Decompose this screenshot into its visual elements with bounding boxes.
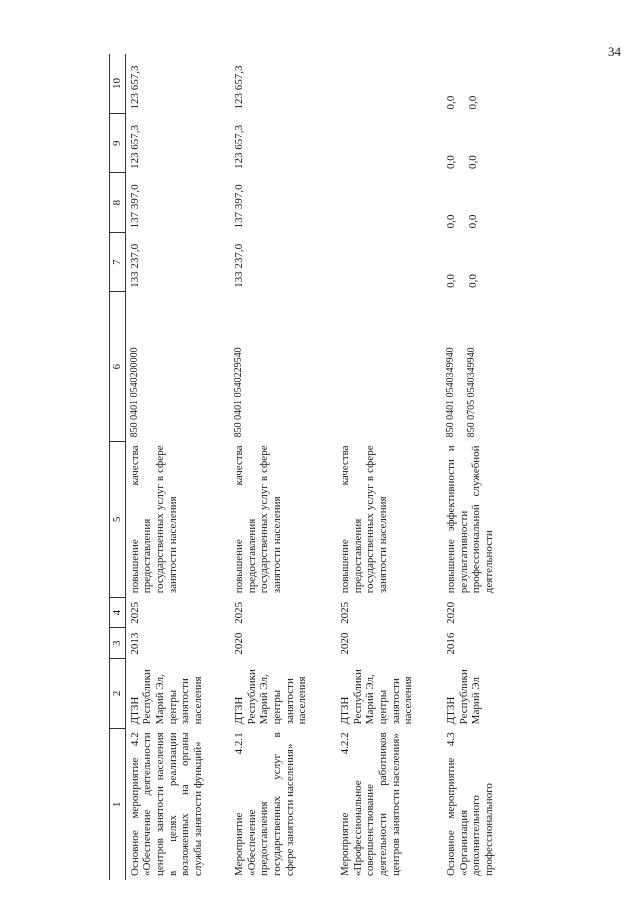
expected-result: повышение качества предоставления государственных услуг в сфере занятости населения	[128, 445, 179, 594]
col-header-7: 7	[110, 232, 126, 291]
budget-code: 850 0401 0540229540	[233, 347, 245, 438]
measures-table	[109, 54, 549, 880]
col-header-8: 8	[110, 173, 126, 232]
measure-name: Мероприятие 4.2.1 «Обеспечение предоставления государственных услуг в сфере занятости населения»	[233, 732, 296, 876]
col-header-9: 9	[110, 114, 126, 173]
col-header-10: 10	[110, 54, 126, 114]
page-number: 34	[608, 44, 621, 59]
value-col-10: 123 657,3	[128, 65, 141, 110]
expected-result: повышение качества предоставления государственных услуг в сфере занятости населения	[339, 445, 390, 594]
budget-code: 850 0401 0540200000	[128, 347, 140, 438]
budget-code	[337, 292, 443, 442]
value-col-8-b: 0,0	[466, 214, 479, 229]
value-col-8: 137 397,0	[233, 184, 246, 229]
measure-name: Основное мероприятие 4.3 «Организация дополнительного профессионального	[445, 732, 496, 876]
executor: ДТЗН Республики Марий Эл	[445, 669, 483, 725]
col-header-2: 2	[110, 659, 126, 729]
value-col-8-cell	[443, 173, 549, 232]
end-year: 2020	[445, 601, 458, 624]
end-year: 2025	[339, 601, 352, 624]
rotated-table-sheet	[109, 54, 541, 880]
value-col-9-b: 0,0	[466, 155, 479, 169]
budget-code-2: 850 0705 0540349940	[465, 347, 477, 438]
value-col-7: 133 237,0	[233, 243, 246, 288]
value-col-10	[337, 54, 443, 114]
value-col-7: 133 237,0	[128, 243, 141, 288]
value-col-9-cell	[443, 114, 549, 173]
value-col-9: 123 657,3	[233, 124, 246, 169]
table-row	[125, 54, 231, 880]
table-row	[337, 54, 443, 880]
end-year: 2025	[233, 601, 246, 624]
measure-name: Мероприятие 4.2.2 «Профессиональное совершенствование деятельности работников центров занятости населения»	[339, 732, 402, 876]
col-header-4: 4	[110, 597, 126, 628]
executor: ДТЗН Республики Марий Эл, центры занятости населения	[128, 669, 204, 725]
executor: ДТЗН Республики Марий Эл, центры занятости населения	[233, 669, 309, 725]
value-col-7-b: 0,0	[466, 274, 479, 288]
col-header-5: 5	[110, 441, 126, 597]
table-row	[231, 54, 337, 880]
value-col-9: 123 657,3	[128, 124, 141, 169]
budget-code-cell	[443, 292, 549, 442]
value-col-8: 137 397,0	[128, 184, 141, 229]
value-col-10: 123 657,3	[233, 65, 246, 110]
start-year: 2013	[128, 632, 141, 655]
value-col-10: 0,0	[445, 95, 458, 110]
expected-result: повышение эффективности и результативности профессиональной служебной деятельности	[445, 445, 496, 594]
end-year: 2025	[128, 601, 141, 624]
value-col-9	[337, 114, 443, 173]
expected-result: повышение качества предоставления государственных услуг в сфере занятости населения	[233, 445, 284, 594]
value-col-7-cell	[443, 232, 549, 291]
budget-code: 850 0401 0540349940	[445, 347, 457, 438]
start-year: 2020	[339, 632, 352, 655]
col-header-6: 6	[110, 292, 126, 442]
value-col-7: 0,0	[445, 274, 458, 288]
value-col-8: 0,0	[445, 214, 458, 229]
value-col-7	[337, 232, 443, 291]
start-year: 2020	[233, 632, 246, 655]
value-col-8	[337, 173, 443, 232]
start-year: 2016	[445, 632, 458, 655]
executor: ДТЗН Республики Марий Эл, центры занятости населения	[339, 669, 415, 725]
col-header-3: 3	[110, 628, 126, 659]
value-col-10-b: 0,0	[466, 95, 479, 110]
table-row	[443, 54, 549, 880]
column-number-header	[110, 54, 126, 880]
value-col-9: 0,0	[445, 155, 458, 169]
value-col-10-cell	[443, 54, 549, 114]
measure-name: Основное мероприятие 4.2 «Обеспечение деятельности центров занятости населения в целях реализации возложенных на органы службы занятости функций»	[128, 732, 204, 876]
col-header-1: 1	[110, 728, 126, 880]
